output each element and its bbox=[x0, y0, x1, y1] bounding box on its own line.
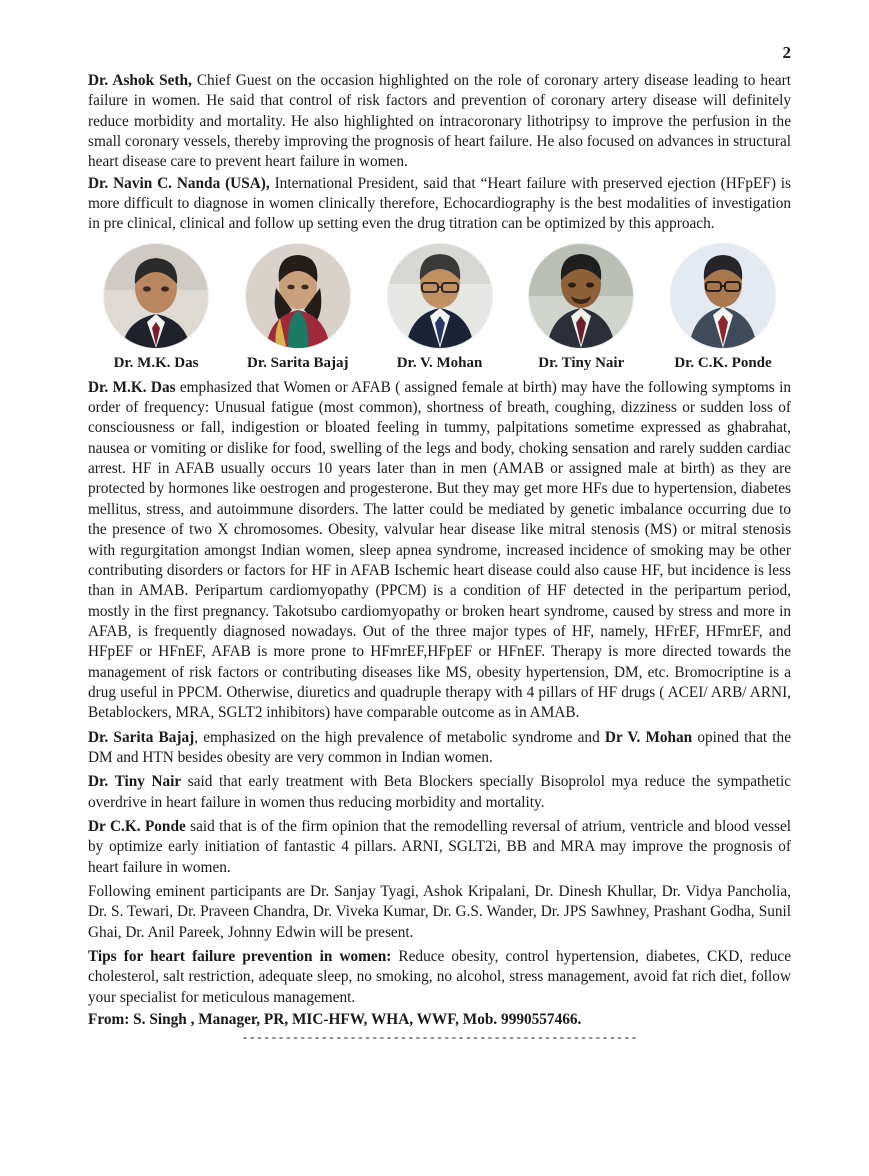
paragraph-body-participants: Following eminent participants are Dr. Sanjay Tyagi, Ashok Kripalani, Dr. Dinesh Khullar, Dr. Vidya Pancholia, Dr. S. Tewari, Dr. Praveen Chandra, Dr. Viveka Kumar, Dr. G.S. Wander, Dr. JPS Sawhney, Prashant Godha, Sunil Ghai, Dr. Anil Pareek, Johnny Edwin will be present. bbox=[88, 883, 791, 941]
paragraph-mk-das bbox=[88, 378, 791, 724]
speaker-photo-cell bbox=[92, 244, 220, 372]
portrait-photo-tiny-nair bbox=[529, 244, 633, 348]
paragraph-lead-ashok-seth: Dr. Ashok Seth, bbox=[88, 72, 192, 89]
paragraph-lead-sarita-bajaj: Dr. Sarita Bajaj bbox=[88, 728, 195, 746]
portrait-photo-ck-ponde bbox=[671, 244, 775, 348]
speaker-photo-cell bbox=[234, 244, 362, 372]
paragraph-body-ashok-seth: Chief Guest on the occasion highlighted on the role of coronary artery disease leading to heart failure in women. He said that control of risk factors and prevention of coronary artery disease will definitely reduce morbidity and mortality. He also highlighted on intracoronary lithotripsy to improve the perfusion in the small coronary vessels, thereby improving the prognosis of heart failure. He also focused on advances in structural heart disease care to prevent heart failure in women. bbox=[88, 72, 791, 171]
speaker-caption: Dr. M.K. Das bbox=[113, 354, 199, 371]
speaker-caption: Dr. V. Mohan bbox=[396, 354, 483, 371]
speaker-photo-row bbox=[88, 244, 791, 372]
speaker-photo-cell bbox=[517, 244, 645, 372]
speaker-photo-cell bbox=[376, 244, 504, 372]
speaker-photo-cell bbox=[659, 244, 787, 372]
paragraph-lead-v-mohan: Dr V. Mohan bbox=[604, 728, 693, 746]
paragraph-tiny-nair bbox=[88, 772, 791, 813]
paragraph-body-tips: Reduce obesity, control hypertension, diabetes, CKD, reduce cholesterol, salt restriction, adequate sleep, no smoking, no alcohol, stress management, avoid fat rich diet, follow your specialist for meticulous management. bbox=[88, 948, 791, 1006]
paragraph-body-ck-ponde: said that is of the firm opinion that the remodelling reversal of atrium, ventricle and blood vessel by optimize early initiation of fantastic 4 pillars. ARNI, SGLT2i, BB and MRA may improve the prognosis of heart failure in women. bbox=[88, 817, 791, 876]
paragraph-body-navin-nanda: International President, said that “Heart failure with preserved ejection (HFpEF) is more difficult to diagnose in women clinically therefore, Echocardiography is the best modalities of investigation in pre clinical, clinical and follow up setting even the drug titration can be optimized by this approach. bbox=[88, 174, 791, 233]
speaker-caption: Dr. C.K. Ponde bbox=[674, 354, 772, 371]
paragraph-body-tiny-nair: said that early treatment with Beta Blockers specially Bisoprolol mya reduce the sympathetic overdrive in heart failure in women thus reducing morbidity and mortality. bbox=[88, 773, 791, 811]
footer-divider: ------------------------------------------------------- bbox=[241, 1031, 638, 1046]
paragraph-tips bbox=[88, 947, 791, 1008]
paragraph-body-mk-das: emphasized that Women or AFAB ( assigned female at birth) may have the following symptoms in order of frequency: Unusual fatigue (most common), shortness of breath, coughing, dizziness or sudden loss of consciousness or fall, indigestion or bloated feeling in tummy, palpitations sometime expressed as ghabrahat, nausea or vomiting or dislike for food, swelling of the legs and body, choking sensation and rarely sudden cardiac arrest. HF in AFAB usually occurs 10 years later than in men (AMAB or assigned male at birth) as they are protected by hormones like oestrogen and progesterone. But they may get more HFs due to hypertension, diabetes mellitus, stress, and autoimmune disorders. The latter could be mediated by genetic imbalance occurring due to the presence of two X chromosomes. Obesity, valvular hear disease like mitral stenosis (MS) or mitral stenosis with regurgitation amongst Indian women, sleep apnea syndrome, increased incidence of smoking may be other contributing disorders or factors for HF in AFAB Ischemic heart disease could also cause HF, but incidence is less than in AMAB. Peripartum cardiomyopathy (PPCM) is a condition of HF detected in the peripartum period, mostly in the first pregnancy. Takotsubo cardiomyopathy or broken heart syndrome, caused by stress and more in AFAB, is frequently diagnosed nowadays. Out of the three major types of HF, namely, HFrEF, HFmrEF, and HFpEF or HFnEF, AFAB is more prone to HFmrEF,HFpEF or HFnEF. Therapy is more directed towards the management of risk factors or contributing diseases like MS, obesity hypertension, DM, etc. Bromocriptine is a drug useful in PPCM. Otherwise, diuretics and quadruple therapy with 4 pillars of HF drugs ( ACEI/ ARB/ ARNI, Betablockers, MRA, SGLT2 inhibitors) have comparable outcome as in AMAB. bbox=[88, 378, 791, 722]
paragraph-lead-mk-das: Dr. M.K. Das bbox=[88, 378, 176, 396]
paragraph-ck-ponde bbox=[88, 817, 791, 878]
signature-line: From: S. Singh , Manager, PR, MIC-HFW, WHA, WWF, Mob. 9990557466. bbox=[88, 1011, 582, 1029]
paragraph-lead-tiny-nair: Dr. Tiny Nair bbox=[88, 773, 182, 791]
portrait-photo-mk-das bbox=[104, 244, 208, 348]
page-number: 2 bbox=[782, 43, 791, 62]
paragraph-lead-tips: Tips for heart failure prevention in women: bbox=[88, 948, 392, 966]
paragraph-body-v-mohan: opined that the DM and HTN besides obesity are very common in Indian women. bbox=[88, 728, 791, 766]
speaker-caption: Dr. Sarita Bajaj bbox=[246, 354, 349, 371]
paragraph-sarita-bajaj bbox=[88, 728, 791, 769]
paragraph-lead-ck-ponde: Dr C.K. Ponde bbox=[88, 817, 186, 835]
portrait-photo-v-mohan bbox=[388, 244, 492, 348]
portrait-photo-sarita-bajaj bbox=[246, 244, 350, 348]
paragraph-lead-navin-nanda: Dr. Navin C. Nanda (USA), bbox=[88, 174, 270, 192]
paragraph-body-sarita-bajaj: , emphasized on the high prevalence of metabolic syndrome and bbox=[194, 728, 605, 746]
paragraph-navin-nanda bbox=[88, 174, 791, 235]
speaker-caption: Dr. Tiny Nair bbox=[538, 354, 625, 371]
paragraph-participants bbox=[88, 882, 791, 943]
paragraph-ashok-seth bbox=[88, 71, 791, 173]
